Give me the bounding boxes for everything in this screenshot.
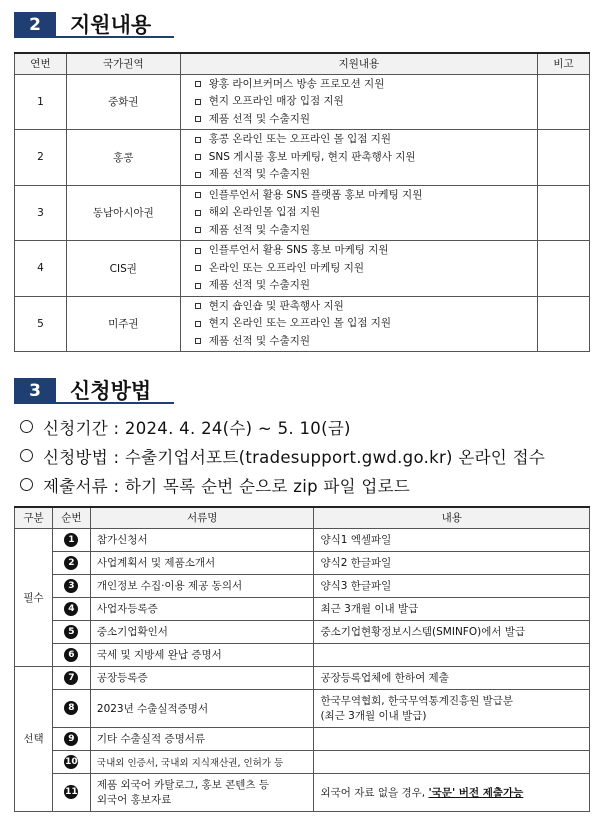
list-item: 신청기간 : 2024. 4. 24(수) ~ 5. 10(금) [20,412,545,441]
note-cell [538,296,590,352]
document-content [314,689,590,727]
number-cell [52,597,90,620]
note-cell [538,74,590,130]
number-cell [52,666,90,689]
list-item: 제품 선적 및 수출지원 [195,333,537,351]
table-row [15,750,590,773]
col-header: 내용 [314,507,590,528]
list-item: 제품 선적 및 수출지원 [195,111,537,129]
square-bullet-icon [195,227,201,233]
number-badge: 9 [64,732,78,746]
number-badge: 10 [65,756,78,767]
table-row [15,727,590,750]
row-number: 5 [15,296,67,352]
list-item: 신청방법 : 수출기업서포트(tradesupport.gwd.go.kr) 온라인 접수 [20,441,545,470]
list-item: 제품 선적 및 수출지원 [195,277,537,295]
col-header: 지원내용 [180,53,537,74]
document-content: 양식2 한글파일 [314,551,590,574]
region-cell: 동남아시아권 [66,185,180,241]
table-row [15,643,590,666]
document-content [314,750,590,773]
table-row [15,620,590,643]
document-name: 기타 수출실적 증명서류 [90,727,314,750]
section-title: 지원내용 [56,12,174,38]
documents-table [14,506,590,812]
col-header: 순번 [52,507,90,528]
doc-line: 외국어 홍보자료 [96,794,172,806]
number-badge: 7 [64,671,78,685]
number-cell [52,773,90,811]
table-row [15,185,590,241]
square-bullet-icon [195,321,201,327]
col-header: 서류명 [90,507,314,528]
table-row [15,130,590,186]
table-row [15,666,590,689]
number-badge: 3 [64,579,78,593]
document-content [314,727,590,750]
list-item: 왕홍 라이브커머스 방송 프로모션 지원 [195,76,537,94]
document-content: 중소기업현황정보시스템(SMINFO)에서 발급 [314,620,590,643]
square-bullet-icon [195,81,201,87]
list-item: 홍콩 온라인 또는 오프라인 몰 입점 지원 [195,131,537,149]
table-row [15,574,590,597]
note-cell [538,130,590,186]
list-item: 제출서류 : 하기 목록 순번 순으로 zip 파일 업로드 [20,470,545,499]
items-cell [180,296,537,352]
section-number: 2 [14,12,56,38]
table-row [15,597,590,620]
table-header-row [15,507,590,528]
list-item: 제품 선적 및 수출지원 [195,166,537,184]
row-number: 1 [15,74,67,130]
square-bullet-icon [195,303,201,309]
items-cell [180,74,537,130]
document-content: 최근 3개월 이내 발급 [314,597,590,620]
document-name: 사업계획서 및 제품소개서 [90,551,314,574]
number-badge: 5 [64,625,78,639]
table-row [15,241,590,297]
support-content-table [14,52,590,352]
document-name: 중소기업확인서 [90,620,314,643]
content-emphasis: '국문' 버전 제출가능 [428,786,524,799]
document-name: 공장등록증 [90,666,314,689]
number-cell [52,528,90,551]
document-name: 국세 및 지방세 완납 증명서 [90,643,314,666]
number-badge: 1 [64,533,78,547]
number-cell [52,574,90,597]
list-item: 제품 선적 및 수출지원 [195,222,537,240]
section-number: 3 [14,378,56,404]
square-bullet-icon [195,137,201,143]
row-number: 3 [15,185,67,241]
number-badge: 11 [65,787,78,797]
table-header-row [15,53,590,74]
document-content: 양식1 엑셀파일 [314,528,590,551]
region-cell: 홍콩 [66,130,180,186]
document-name: 개인정보 수집·이용 제공 동의서 [90,574,314,597]
section-3-header [14,378,174,404]
number-cell [52,620,90,643]
number-cell [52,727,90,750]
col-header: 국가권역 [66,53,180,74]
document-name: 2023년 수출실적증명서 [90,689,314,727]
content-line: 한국무역협회, 한국무역통계진흥원 발급분 [320,695,514,707]
document-content [314,773,590,811]
square-bullet-icon [195,154,201,160]
section-2-header [14,12,174,38]
table-row [15,296,590,352]
items-cell [180,130,537,186]
col-header: 비고 [538,53,590,74]
number-cell [52,689,90,727]
list-item: 현지 온라인 또는 오프라인 몰 입점 지원 [195,315,537,333]
square-bullet-icon [195,283,201,289]
document-content: 양식3 한글파일 [314,574,590,597]
number-badge: 8 [64,701,78,715]
region-cell: 미주권 [66,296,180,352]
table-row [15,689,590,727]
square-bullet-icon [195,116,201,122]
col-header: 구분 [15,507,53,528]
document-content [314,643,590,666]
table-row [15,528,590,551]
list-item: 현지 오프라인 매장 입점 지원 [195,93,537,111]
group-cell-required: 필수 [15,528,53,666]
items-cell [180,241,537,297]
square-bullet-icon [195,265,201,271]
list-item: 현지 숍인숍 및 판촉행사 지원 [195,298,537,316]
square-bullet-icon [195,210,201,216]
content-text: 외국어 자료 없을 경우, [320,786,429,799]
document-name: 국내외 인증서, 국내외 지식재산권, 인허가 등 [90,750,314,773]
document-name: 사업자등록증 [90,597,314,620]
circle-bullet-icon [20,478,33,491]
region-cell: CIS권 [66,241,180,297]
table-row [15,551,590,574]
square-bullet-icon [195,99,201,105]
square-bullet-icon [195,172,201,178]
note-cell [538,241,590,297]
number-badge: 4 [64,602,78,616]
row-number: 4 [15,241,67,297]
row-number: 2 [15,130,67,186]
list-item: 해외 온라인몰 입점 지원 [195,204,537,222]
region-cell: 중화권 [66,74,180,130]
number-badge: 6 [64,648,78,662]
number-cell [52,643,90,666]
square-bullet-icon [195,192,201,198]
items-cell [180,185,537,241]
application-info-list [20,412,545,499]
table-row [15,74,590,130]
square-bullet-icon [195,338,201,344]
circle-bullet-icon [20,449,33,462]
document-content: 공장등록업체에 한하여 제출 [314,666,590,689]
circle-bullet-icon [20,420,33,433]
list-item: 인플루언서 활용 SNS 홍보 마케팅 지원 [195,242,537,260]
note-cell [538,185,590,241]
square-bullet-icon [195,248,201,254]
group-cell-optional: 선택 [15,666,53,811]
list-item: 온라인 또는 오프라인 마케팅 지원 [195,260,537,278]
table-row [15,773,590,811]
doc-line: 제품 외국어 카탈로그, 홍보 콘텐츠 등 [96,779,270,791]
section-title: 신청방법 [56,378,174,404]
list-item: 인플루언서 활용 SNS 플랫폼 홍보 마케팅 지원 [195,187,537,205]
list-item: SNS 게시물 홍보 마케팅, 현지 판촉행사 지원 [195,149,537,167]
number-cell [52,750,90,773]
document-name [90,773,314,811]
document-name: 참가신청서 [90,528,314,551]
number-badge: 2 [64,556,78,570]
content-line: (최근 3개월 이내 발급) [320,710,427,722]
col-header: 연번 [15,53,67,74]
number-cell [52,551,90,574]
